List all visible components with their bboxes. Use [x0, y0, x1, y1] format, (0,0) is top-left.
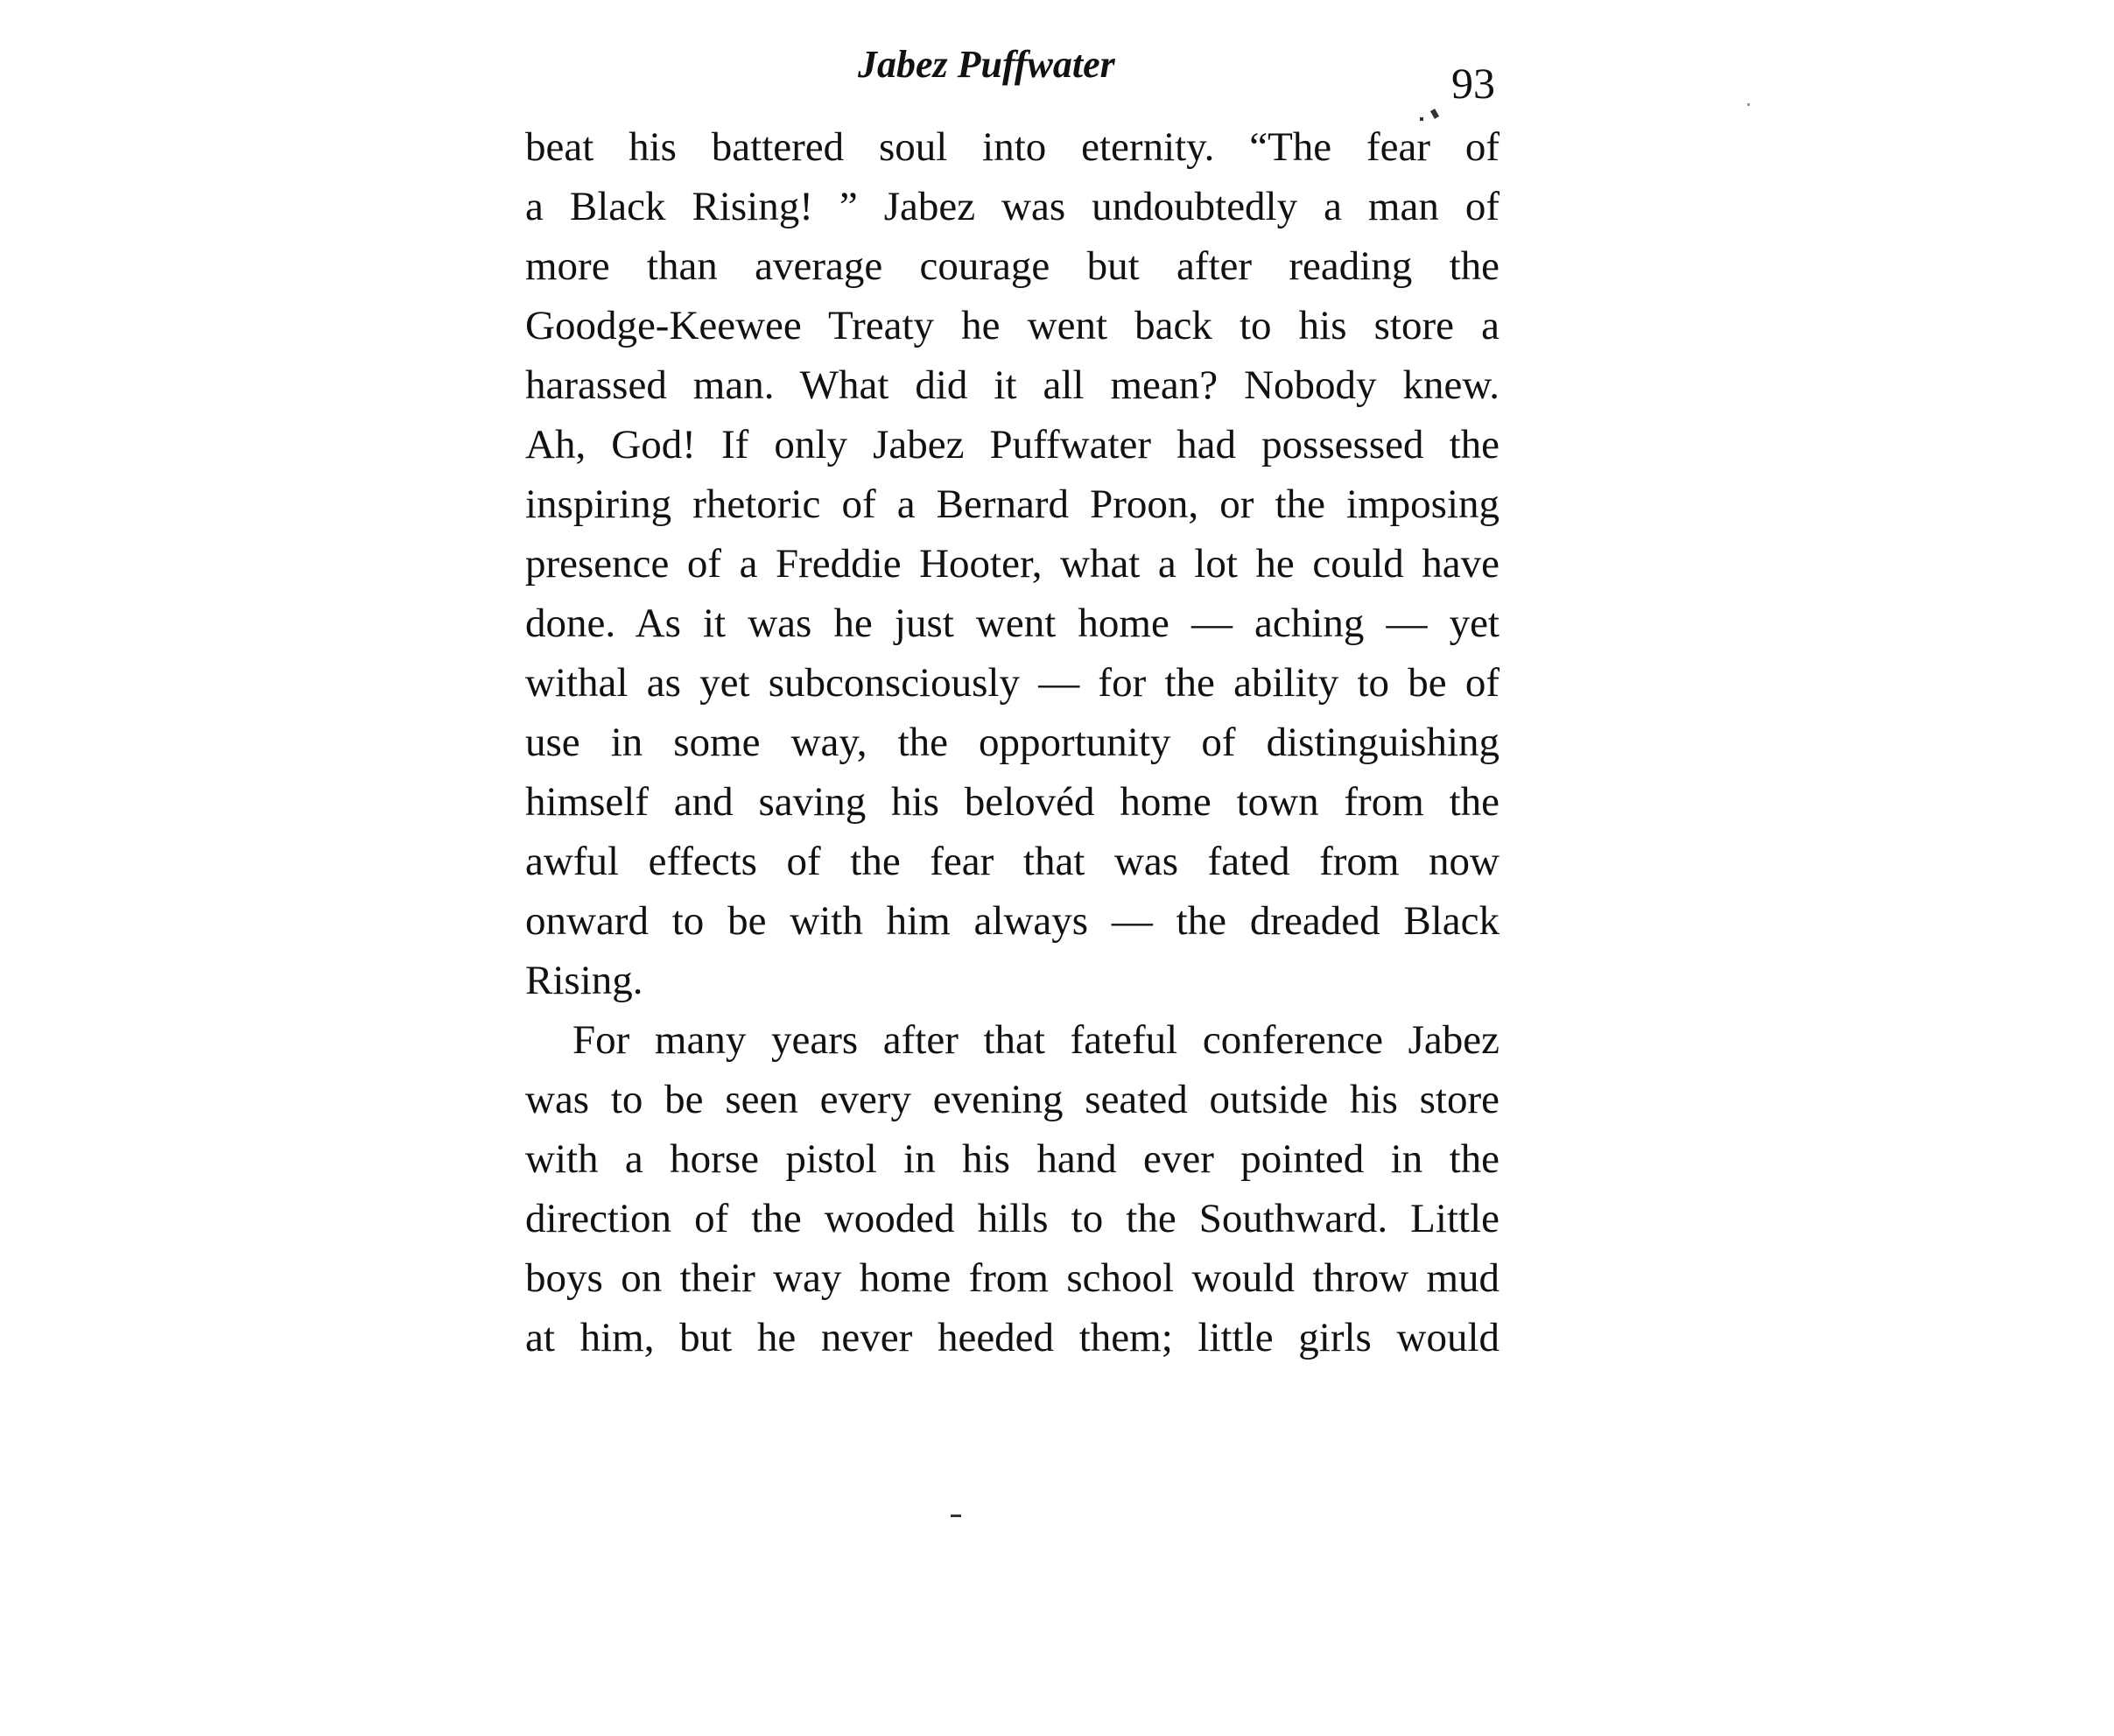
text-line: inspiring rhetoric of a Bernard Proon, or the imposing	[525, 481, 1499, 527]
ink-speck	[1420, 117, 1423, 121]
text-line: with a horse pistol in his hand ever pointed in the	[525, 1136, 1499, 1182]
ink-speck	[951, 1515, 961, 1517]
text-line: presence of a Freddie Hooter, what a lot he could have	[525, 541, 1499, 587]
ink-speck	[1747, 103, 1750, 106]
text-line: Rising.	[525, 958, 643, 1003]
text-line: harassed man. What did it all mean? Nobody knew.	[525, 362, 1499, 408]
page-number: 93	[1451, 59, 1495, 108]
text-line: Ah, God! If only Jabez Puffwater had possessed the	[525, 422, 1499, 467]
text-line: a Black Rising! ” Jabez was undoubtedly a man of	[525, 184, 1499, 229]
text-line: at him, but he never heeded them; little girls would	[525, 1315, 1499, 1360]
text-line: beat his battered soul into eternity. “The fear of	[525, 124, 1499, 170]
text-line: more than average courage but after reading the	[525, 243, 1499, 289]
running-header-title: Jabez Puffwater	[858, 43, 1115, 86]
text-line: For many years after that fateful conference Jabez	[572, 1017, 1499, 1063]
text-line: Goodge-Keewee Treaty he went back to his store a	[525, 303, 1499, 348]
text-line: himself and saving his belovéd home town from the	[525, 779, 1499, 825]
text-line: withal as yet subconsciously — for the ability to be of	[525, 660, 1499, 706]
text-line: onward to be with him always — the dreaded Black	[525, 898, 1499, 944]
text-line: boys on their way home from school would throw mud	[525, 1255, 1499, 1301]
text-line: use in some way, the opportunity of distinguishing	[525, 720, 1499, 765]
text-line: direction of the wooded hills to the Southward. Little	[525, 1196, 1499, 1241]
text-line: was to be seen every evening seated outside his store	[525, 1077, 1499, 1122]
text-line: awful effects of the fear that was fated from now	[525, 839, 1499, 884]
text-line: done. As it was he just went home — aching — yet	[525, 601, 1499, 646]
